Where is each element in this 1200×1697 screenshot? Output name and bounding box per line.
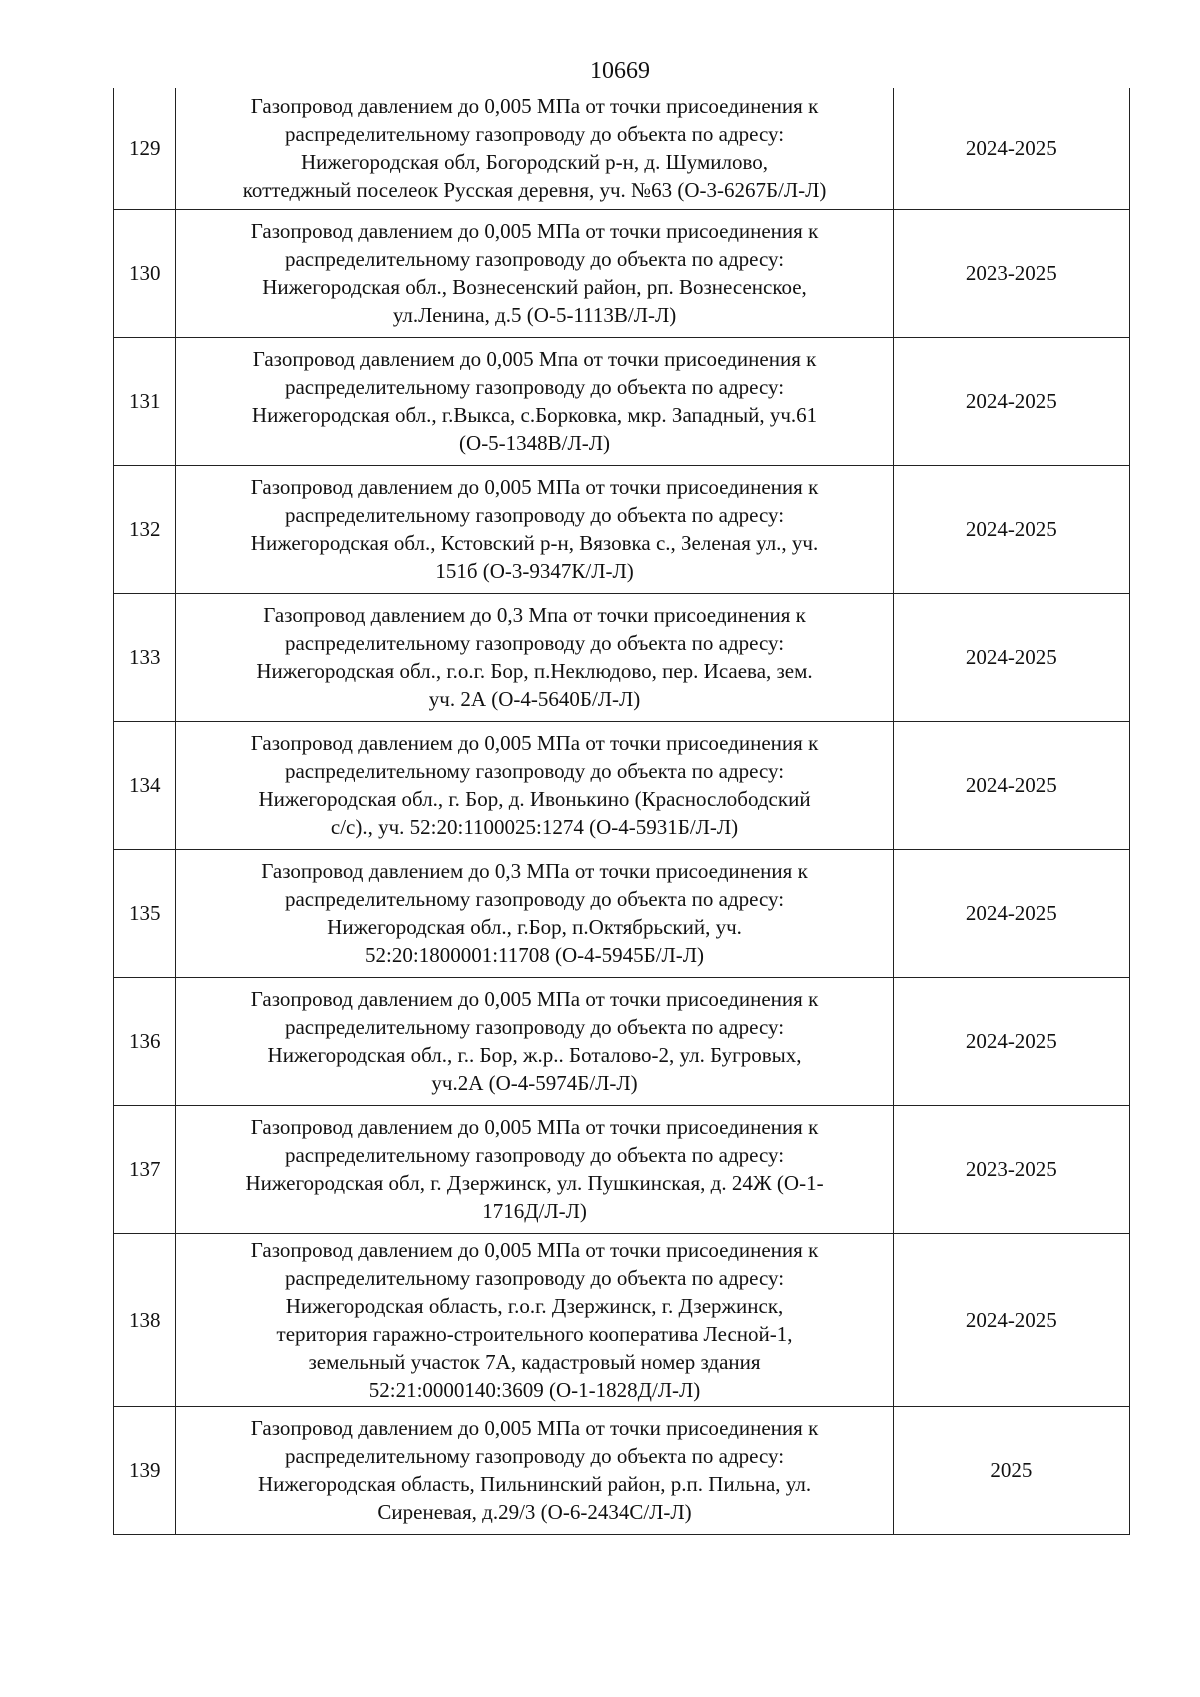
construction-years: 2023-2025 xyxy=(893,209,1129,337)
row-number: 131 xyxy=(114,337,176,465)
row-number: 135 xyxy=(114,849,176,977)
row-number: 130 xyxy=(114,209,176,337)
row-number: 139 xyxy=(114,1406,176,1534)
row-number: 138 xyxy=(114,1233,176,1406)
table-row xyxy=(114,209,1130,337)
row-number: 134 xyxy=(114,721,176,849)
gas-pipeline-table xyxy=(113,88,1130,1535)
object-description: Газопровод давлением до 0,005 МПа от точки присоединения к распределительному газопроводу до объекта по адресу: Нижегородская обл, г. Дзержинск, ул. Пушкинская, д. 24Ж (О-1- 1716Д/Л-Л) xyxy=(176,1105,893,1233)
construction-years: 2024-2025 xyxy=(893,1233,1129,1406)
construction-years: 2025 xyxy=(893,1406,1129,1534)
object-description: Газопровод давлением до 0,005 МПа от точки присоединения к распределительному газопроводу до объекта по адресу: Нижегородская обл, Богородский р-н, д. Шумилово, коттеджный поселеок Русская деревня, уч. №63 (О-3-6267Б/Л-Л) xyxy=(176,88,893,209)
table-row xyxy=(114,1233,1130,1406)
object-description: Газопровод давлением до 0,3 МПа от точки присоединения к распределительному газопроводу до объекта по адресу: Нижегородская обл., г.Бор, п.Октябрьский, уч. 52:20:1800001:11708 (О-4-5945Б/Л-Л) xyxy=(176,849,893,977)
object-description: Газопровод давлением до 0,005 МПа от точки присоединения к распределительному газопроводу до объекта по адресу: Нижегородская область, Пильнинский район, р.п. Пильна, ул. Сиреневая, д.29/3 (О-6-2434С/Л-Л) xyxy=(176,1406,893,1534)
construction-years: 2024-2025 xyxy=(893,849,1129,977)
object-description: Газопровод давлением до 0,005 МПа от точки присоединения к распределительному газопроводу до объекта по адресу: Нижегородская обл., Кстовский р-н, Вязовка с., Зеленая ул., уч. 151б (О-3-9347К/Л-Л) xyxy=(176,465,893,593)
construction-years: 2024-2025 xyxy=(893,465,1129,593)
page-number: 10669 xyxy=(590,58,650,84)
row-number: 137 xyxy=(114,1105,176,1233)
construction-years: 2024-2025 xyxy=(893,88,1129,209)
object-description: Газопровод давлением до 0,005 МПа от точки присоединения к распределительному газопроводу до объекта по адресу: Нижегородская область, г.о.г. Дзержинск, г. Дзержинск, територия гаражно-строительного кооператива Лесной-1, земельный участок 7А, кадастровый номер здания 52:21:0000140:3609 (О-1-1828Д/Л-Л) xyxy=(176,1233,893,1406)
row-number: 133 xyxy=(114,593,176,721)
object-description: Газопровод давлением до 0,3 Мпа от точки присоединения к распределительному газопроводу до объекта по адресу: Нижегородская обл., г.о.г. Бор, п.Неклюдово, пер. Исаева, зем. уч. 2А (О-4-5640Б/Л-Л) xyxy=(176,593,893,721)
object-description: Газопровод давлением до 0,005 МПа от точки присоединения к распределительному газопроводу до объекта по адресу: Нижегородская обл., г. Бор, д. Ивонькино (Краснослободский с/с)., уч. 52:20:1100025:1274 (О-4-5931Б/Л-Л) xyxy=(176,721,893,849)
object-description: Газопровод давлением до 0,005 МПа от точки присоединения к распределительному газопроводу до объекта по адресу: Нижегородская обл., Вознесенский район, рп. Вознесенское, ул.Ленина, д.5 (О-5-1113В/Л-Л) xyxy=(176,209,893,337)
construction-years: 2024-2025 xyxy=(893,337,1129,465)
construction-years: 2024-2025 xyxy=(893,593,1129,721)
construction-years: 2023-2025 xyxy=(893,1105,1129,1233)
table-row xyxy=(114,465,1130,593)
table-row xyxy=(114,1105,1130,1233)
object-description: Газопровод давлением до 0,005 МПа от точки присоединения к распределительному газопроводу до объекта по адресу: Нижегородская обл., г.. Бор, ж.р.. Боталово-2, ул. Бугровых, уч.2А (О-4-5974Б/Л-Л) xyxy=(176,977,893,1105)
construction-years: 2024-2025 xyxy=(893,977,1129,1105)
row-number: 132 xyxy=(114,465,176,593)
construction-years: 2024-2025 xyxy=(893,721,1129,849)
object-description: Газопровод давлением до 0,005 Мпа от точки присоединения к распределительному газопроводу до объекта по адресу: Нижегородская обл., г.Выкса, с.Борковка, мкр. Западный, уч.61 (О-5-1348В/Л-Л) xyxy=(176,337,893,465)
table-row xyxy=(114,721,1130,849)
table-row xyxy=(114,337,1130,465)
row-number: 136 xyxy=(114,977,176,1105)
table-row xyxy=(114,88,1130,209)
table-row xyxy=(114,593,1130,721)
table-row xyxy=(114,849,1130,977)
table-row xyxy=(114,1406,1130,1534)
table-row xyxy=(114,977,1130,1105)
row-number: 129 xyxy=(114,88,176,209)
